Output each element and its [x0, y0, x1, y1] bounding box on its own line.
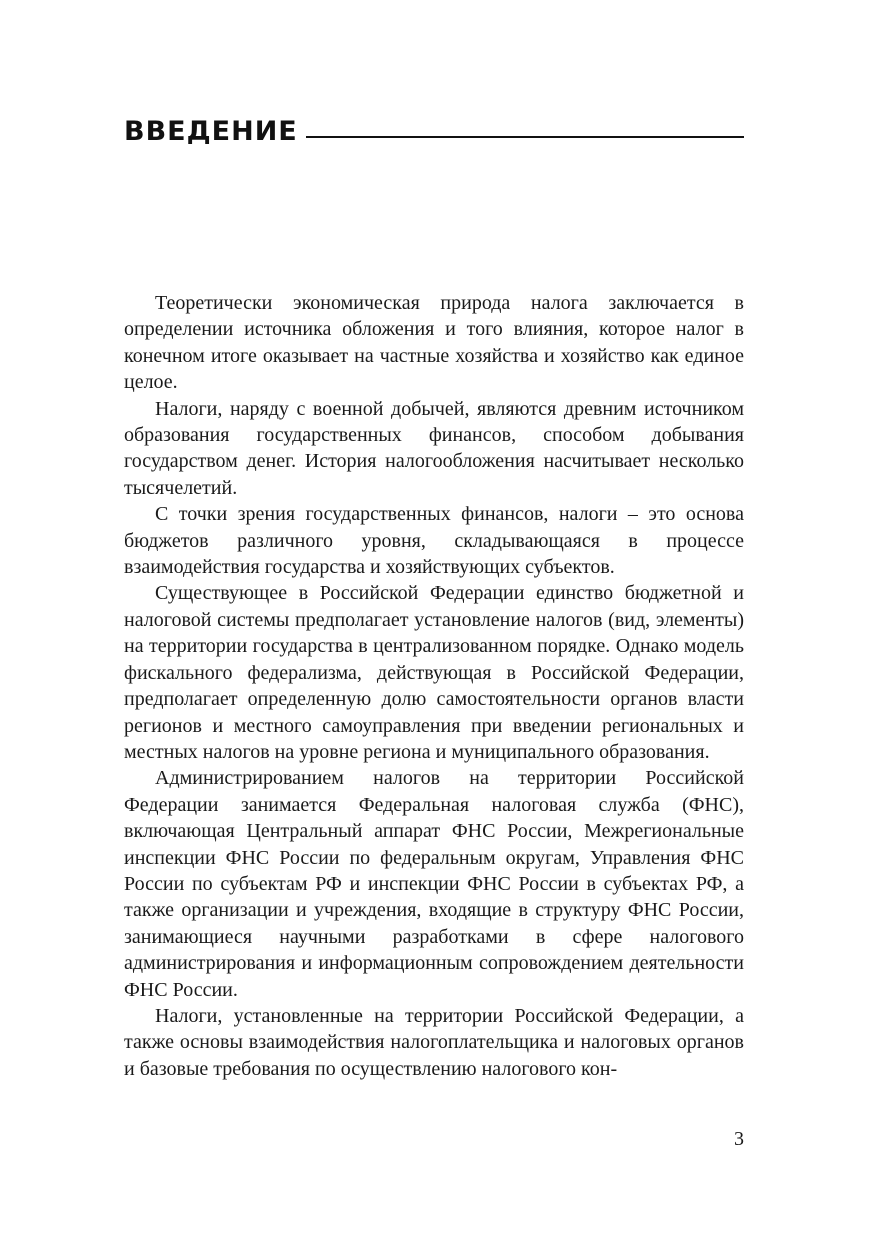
page-number: 3	[734, 1128, 744, 1150]
paragraph: Налоги, установленные на территории Российской Федерации, а также основы взаимодействия налогоплательщика и налоговых органов и базовые требования по осуществлению налогового кон-	[124, 1004, 744, 1080]
title-rule	[306, 136, 744, 138]
paragraph: Существующее в Российской Федерации единство бюджетной и налоговой системы предполагает установление налогов (вид, элементы) на территории государства в централизованном порядке. Однако модель фискального федерализма, действующая в Российской Федерации, предполагает определенную долю самостоятельности органов власти регионов и местного самоуправления при введении региональных и местных налогов на уровне региона и муниципального образования.	[124, 582, 744, 763]
paragraph: Администрированием налогов на территории Российской Федерации занимается Федеральная налоговая служба (ФНС), включающая Центральный аппарат ФНС России, Межрегиональные инспекции ФНС России по федеральным округам, Управления ФНС России по субъектам РФ и инспекции ФНС России в субъектах РФ, а также организации и учреждения, входящие в структуру ФНС России, занимающиеся научными разработками в сфере налогового администрирования и информационным сопровождением деятельности ФНС России.	[124, 767, 744, 1001]
paragraph: Теоретически экономическая природа налога заключается в определении источника обложения и того влияния, которое налог в конечном итоге оказывает на частные хозяйства и хозяйство как единое целое.	[124, 292, 744, 394]
chapter-header	[124, 110, 744, 146]
paragraph: С точки зрения государственных финансов, налоги – это основа бюджетов различного уровня, складывающаяся в процессе взаимодействия государства и хозяйствующих субъектов.	[124, 503, 744, 579]
body-text	[124, 290, 744, 1082]
paragraph: Налоги, наряду с военной добычей, являются древним источником образования государственных финансов, способом добывания государством денег. История налогообложения насчитывает несколько тысячелетий.	[124, 397, 744, 499]
chapter-title: ВВЕДЕНИЕ	[124, 116, 298, 147]
